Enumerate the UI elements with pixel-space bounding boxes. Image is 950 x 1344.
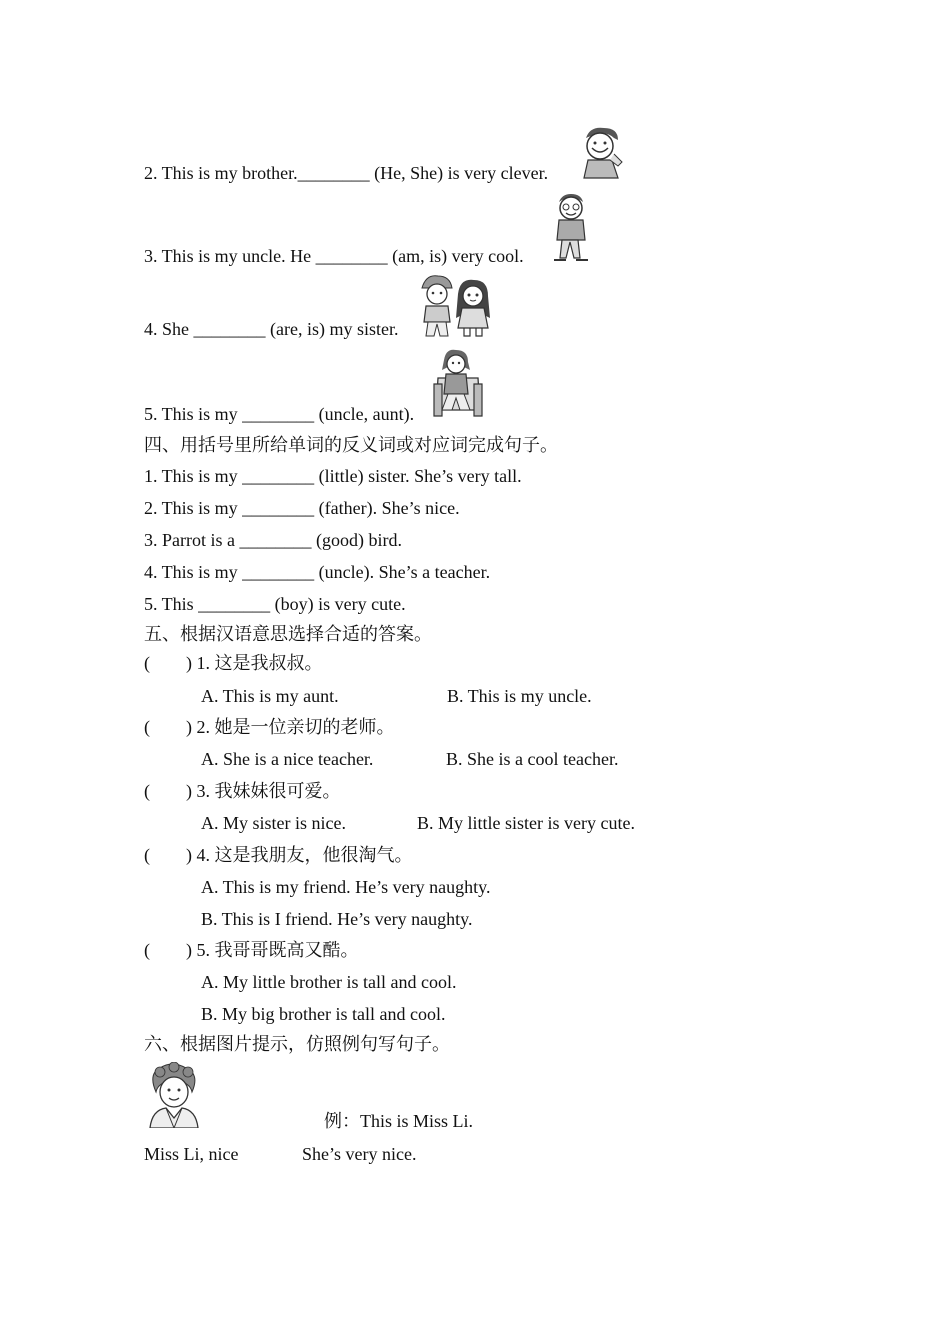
- miss-li-portrait-icon: [146, 1062, 202, 1128]
- section5-q1-stem: ( ) 1. 这是我叔叔。: [144, 653, 323, 673]
- section4-item-4: 4. This is my ________ (uncle). She’s a teacher.: [144, 562, 491, 582]
- section5-q5-option-a: A. My little brother is tall and cool.: [201, 972, 457, 992]
- section5-q3-option-b: B. My little sister is very cute.: [417, 813, 635, 833]
- section6-answer: She’s very nice.: [302, 1144, 417, 1164]
- section5-q2-option-a: A. She is a nice teacher.: [201, 749, 374, 769]
- example-label: 例：: [324, 1111, 360, 1131]
- section5-q1-option-b: B. This is my uncle.: [447, 686, 592, 706]
- section5-q2-stem: ( ) 2. 她是一位亲切的老师。: [144, 717, 395, 737]
- uncle-cartoon-icon: [550, 192, 592, 264]
- section4-item-5: 5. This ________ (boy) is very cute.: [144, 594, 406, 614]
- section4-item-1: 1. This is my ________ (little) sister. She’s very tall.: [144, 466, 522, 486]
- section5-q4-option-a: A. This is my friend. He’s very naughty.: [201, 877, 491, 897]
- section4-item-3: 3. Parrot is a ________ (good) bird.: [144, 530, 402, 550]
- section5-q3-stem: ( ) 3. 我妹妹很可爱。: [144, 781, 341, 801]
- section4-item-2: 2. This is my ________ (father). She’s nice.: [144, 498, 460, 518]
- section3-q4: 4. She ________ (are, is) my sister.: [144, 319, 399, 339]
- section5-q5-stem: ( ) 5. 我哥哥既高又酷。: [144, 940, 359, 960]
- section4-title: 四、用括号里所给单词的反义词或对应词完成句子。: [144, 435, 558, 455]
- boy-cartoon-icon: [578, 124, 624, 180]
- section5-q1-option-a: A. This is my aunt.: [201, 686, 339, 706]
- section5-q5-option-b: B. My big brother is tall and cool.: [201, 1004, 446, 1024]
- section5-q3-option-a: A. My sister is nice.: [201, 813, 346, 833]
- section6-prompt: Miss Li, nice: [144, 1144, 239, 1164]
- section5-title: 五、根据汉语意思选择合适的答案。: [144, 624, 432, 644]
- section6-title: 六、根据图片提示，仿照例句写句子。: [144, 1034, 450, 1054]
- section3-q3: 3. This is my uncle. He ________ (am, is) very cool.: [144, 246, 524, 266]
- section5-q4-stem: ( ) 4. 这是我朋友，他很淘气。: [144, 845, 413, 865]
- section3-q5: 5. This is my ________ (uncle, aunt).: [144, 404, 415, 424]
- aunt-in-armchair-icon: [432, 348, 484, 420]
- example-sentence: This is Miss Li.: [360, 1111, 474, 1131]
- section5-q4-option-b: B. This is I friend. He’s very naughty.: [201, 909, 473, 929]
- section5-q2-option-b: B. She is a cool teacher.: [446, 749, 619, 769]
- boy-and-girl-cartoon-icon: [418, 274, 492, 338]
- section3-q2: 2. This is my brother.________ (He, She) is very clever.: [144, 163, 549, 183]
- section6-example: [324, 1110, 473, 1132]
